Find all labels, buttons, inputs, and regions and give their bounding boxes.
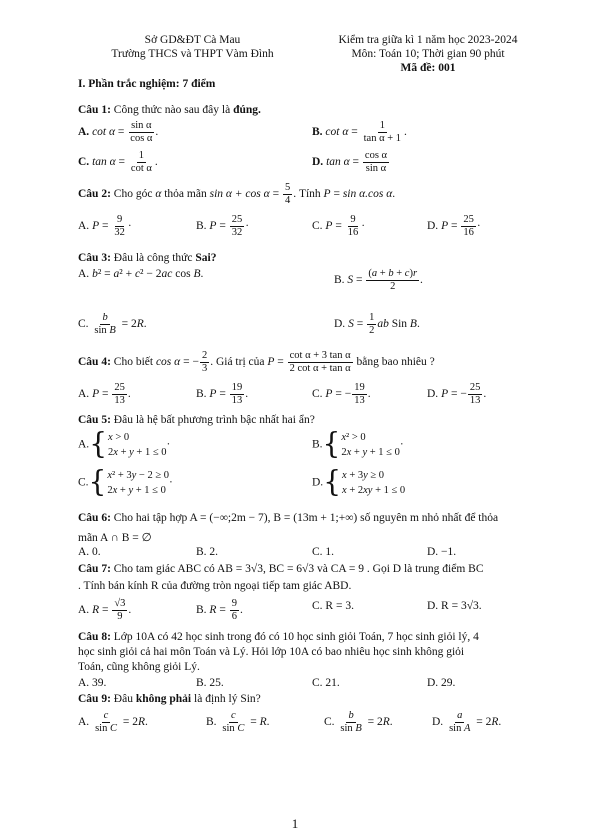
q2-option-a: A. P = $\frac{9}{32}$ · [78, 214, 132, 239]
section-title: I. Phần trắc nghiệm: 7 điểm [78, 78, 216, 90]
question-8-line-3: Toán, cũng không giỏi Lý. [78, 661, 200, 673]
exam-code: Mã đề: 001 [400, 62, 456, 74]
q2-option-b: B. P = $\frac{25}{32}$ · [196, 214, 250, 239]
q3-option-d: D. S = $\frac{1}{2}$ ab Sin B. [334, 312, 420, 337]
question-7: Câu 7: Cho tam giác ABC có AB = 3√3, BC = 6√3 và CA = 9 . Gọi D là trung điểm BC [78, 563, 484, 575]
q7-option-d: D. R = 3√3. [427, 600, 482, 612]
q8-option-a: A. 39. [78, 677, 107, 689]
page-number: 1 [291, 816, 299, 831]
q1-option-c: C. tan α = $\frac{1}{\text{cot α}}$ . [78, 150, 158, 175]
dept-name: Sở GD&ĐT Cà Mau [144, 34, 241, 46]
question-2: Câu 2: Cho góc α thỏa mãn sin α + cos α = $\frac{5}{4}$ . Tính P = sin α.cos α. [78, 182, 396, 207]
q5-option-b: B. { x² > 0 2x + y + 1 ≤ 0 · [312, 426, 404, 461]
exam-subject: Môn: Toán 10; Thời gian 90 phút [351, 48, 505, 60]
q3-option-c: C. $\frac{b}{\text{sin B}}$ = 2R. [78, 312, 147, 337]
q5-option-d: D. { x + 3y ≥ 0 x + 2xy + 1 ≤ 0 [312, 464, 406, 499]
q1-option-b: B. cot α = $\frac{1}{\text{tan α + 1}}$ . [312, 120, 407, 145]
q8-option-d: D. 29. [427, 677, 456, 689]
school-name: Trường THCS và THPT Vàm Đình [111, 48, 274, 60]
q7-option-b: B. R = $\frac{9}{6}$ . [196, 598, 243, 623]
q9-option-b: B. $\frac{c}{\text{sin C}}$ = R. [206, 710, 270, 735]
q5-option-a: A. { x > 0 2x + y + 1 ≤ 0 · [78, 426, 171, 461]
q2-option-d: D. P = $\frac{25}{16}$ · [427, 214, 481, 239]
question-8: Câu 8: Lớp 10A có 42 học sinh trong đó có 10 học sinh giỏi Toán, 7 học sinh giỏi lý, 4 [78, 631, 479, 643]
question-8-line-2: học sinh giỏi cả hai môn Toán và Lý. Hỏi lớp 10A có bao nhiêu học sinh không giỏi [78, 646, 465, 658]
q4-option-a: A. P = $\frac{25}{13}$ . [78, 382, 131, 407]
question-1: Câu 1: Công thức nào sau đây là đúng. [78, 104, 261, 116]
q2-option-c: C. P = $\frac{9}{16}$ · [312, 214, 366, 239]
question-4: Câu 4: Cho biết cos α = − $\frac{2}{3}$ . Giá trị của P = $\frac{\text{cot α + 3 tan α}}{\text{2 cot α + tan α}}$ bằng bao nhiêu ? [78, 350, 435, 375]
q9-option-c: C. $\frac{b}{\text{sin B}}$ = 2R. [324, 710, 393, 735]
q4-option-d: D. P = − $\frac{25}{13}$ . [427, 382, 487, 407]
q1-option-d: D. tan α = $\frac{\text{cos α}}{\text{sin α}}$ [312, 150, 388, 175]
q6-option-c: C. 1. [312, 546, 335, 558]
q3-option-a: A. b² = a² + c² − 2ac cos B. [78, 268, 204, 280]
q7-option-a: A. R = $\frac{√3}{9}$ . [78, 598, 132, 623]
q4-option-b: B. P = $\frac{19}{13}$ . [196, 382, 249, 407]
question-7-line-2: . Tính bán kính R của đường tròn ngoại tiếp tam giác ABD. [78, 580, 352, 592]
q8-option-b: B. 25. [196, 677, 224, 689]
q1-option-a: A. cot α = $\frac{\text{sin α}}{\text{cos α}}$ . [78, 120, 159, 145]
exam-title: Kiểm tra giữa kì 1 năm học 2023-2024 [338, 34, 518, 46]
q7-option-c: C. R = 3. [312, 600, 354, 612]
question-9: Câu 9: Đâu không phải là định lý Sin? [78, 693, 261, 705]
q8-option-c: C. 21. [312, 677, 340, 689]
q5-option-c: C. { x² + 3y − 2 ≥ 0 2x + y + 1 ≤ 0 · [78, 464, 173, 499]
q3-option-b: B. S = $\frac{(a + b + c)r}{2}$ . [334, 268, 423, 293]
q9-option-a: A. $\frac{c}{\text{sin C}}$ = 2R. [78, 710, 148, 735]
q6-option-d: D. −1. [427, 546, 457, 558]
q6-option-b: B. 2. [196, 546, 219, 558]
q4-option-c: C. P = − $\frac{19}{13}$ . [312, 382, 371, 407]
question-5: Câu 5: Đâu là hệ bất phương trình bậc nhất hai ẩn? [78, 414, 315, 426]
q9-option-d: D. $\frac{a}{\text{sin A}}$ = 2R. [432, 710, 502, 735]
question-6-line-2: mãn A ∩ B = ∅ [78, 532, 152, 544]
question-6: Câu 6: Cho hai tập hợp A = (−∞;2m − 7), B = (13m + 1;+∞) số nguyên m nhỏ nhất để thỏa [78, 512, 499, 524]
q6-option-a: A. 0. [78, 546, 101, 558]
question-3: Câu 3: Đâu là công thức Sai? [78, 252, 217, 264]
